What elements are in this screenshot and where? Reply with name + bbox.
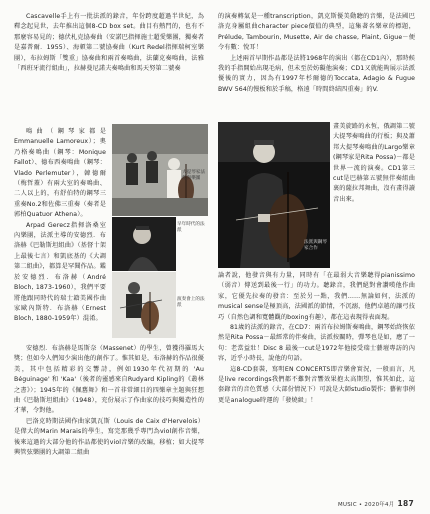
young-cellist-photo [112, 217, 176, 271]
page-footer [338, 499, 414, 508]
left-top-text [14, 12, 204, 74]
paragraph: Cascavelle手上有一批法派的錄音，年份跨度超過半世紀，為釋念起見世，去年推出這個8-CD box set。曲目有熱門的，也有不那麼容易見的；德伏札克協奏曲（安諾巴指揮施士超愛樂團，獨奏者是嘉普爾．1955）、海頓第二號協奏曲（Kurt Redel指揮瑞柯室樂團），布拉姆斯「雙重」協奏曲和兩首奏鳴曲，法蘭克奏鳴曲，法雅「西班牙流行組曲」，拉赫曼尼諾夫奏鳴曲和馬天努第二號奏 [14, 13, 204, 73]
paragraph: 論者說，他發音與有力量，同時有「在最弱大音樂聽得pianissimo（弱音）傳送到最後一行」的功力。聽錄音，我們絕對會讚嘆他作曲家，它優先拉奏的發音：至於另一點，我們……無論如何，法派的musical sense是極頂高，法國派的節情，不沉溺，他們卓越的讓弓技巧（自然色調和寬體觀的boxing有趣），都在這表現得表面現。 [218, 272, 415, 321]
right-bottom-text [218, 271, 415, 406]
footer-label: MUSIC • 2020年4月 [338, 502, 395, 508]
paragraph: 鳴曲（鋼琴家都是Emmanuelle Lamoreux）；奧乃格奏鳴曲（鋼琴：Monique Fallot）、德布西奏鳴曲（鋼琴：Vlado Perlemuter），韓德爾（梅哲蓋）有兩大室的奏鳴曲、二人以上的，有舒伯特的鋼琴三重奏No.2和佐佛三重奏（奏者是郭柏Quatuor Athena）。 [14, 128, 106, 219]
paragraph: 81歲的法派的錄音，在CD7：兩首布拉姆斯奏鳴曲，鋼琴始終恢依然是Rita Possa－最經常的伴奏曲，法派按關時，彈琴也是如，應了一句：老當益壯！Disc 8 最後一cut是1972年他接受瑞士藝壇專訪的內容，近乎小時長，說他的句語。 [218, 324, 415, 363]
concert-cellist-illustration [112, 272, 176, 338]
right-top-text [218, 12, 415, 95]
photo-caption: 法派與鋼琴家合作 [304, 240, 327, 251]
concert-cellist-photo [112, 272, 176, 338]
left-bottom-text [14, 344, 204, 458]
paragraph: 畫美旋路的永恆，俄調第二號大提琴奏鳴曲的行板；與及蕭邦大提琴奏鳴曲的Largo樂章(鋼琴家是Rita Possa)－都是世界一流的演奏。CD1第三cut是巴赫第五號無伴奏組曲裏的薩拉邦舞曲，沒有畫得讀音出來。 [333, 123, 415, 203]
paragraph: 安德烈．布洛赫是馬斯奈（Massenet）的學生，曾獲得羅馬大獎；但如今人們知少演出他的創作了。惟其如是，布洛赫的作品很優美，其中包括精彩的交響詩，例如1930年代初期的 'Au Béguinage' 和 'Kaa'（後者的靈感來自Rudyard Kipling的《叢林之書》）；1945年的《佩舊舞》和一首非常細目的四樂章主題與狂想曲《巴勒斯坦組曲》（1948），充份展示了作曲家的技巧與獨造性的才華，令對他。 [14, 345, 204, 415]
left-side-text [14, 127, 106, 325]
paragraph: 巴洛克時期法國作曲家凱瓦斯（Louis de Caix d'Hervelois）是偉大的Marin Marais的學生，寫完那幾乎專門為viol創作音樂，後來這過的大部分他的作品都使的viol音樂的改編，移植；如大提琴興管弦樂團的大調第二組曲 [14, 417, 204, 457]
paragraph: 的演奏轉氣是一種transcription，凱克斯優美動聽的音樂，是法國巴洛克身屬組曲character piece價值的典型，這集著名樂章的標題，Prélude, Tambourin, Musette, Air de chasse, Plaint, Gigue－便令有數：悅耳！ [218, 13, 415, 52]
paragraph: 這8-CD套裝，寫明EN CONCERTS即音樂會實況，一般而言，凡是live recordings我們都不難對音響效果抱太高期望，惟其如此，這套錄音的音色質感（大部份情況下）可說是大師studio製作；藝術事例更是analogue時運的「發燒級」！ [218, 365, 415, 404]
photo-caption: 大提琴家法派與樂團 [182, 170, 205, 181]
right-side-text [333, 122, 415, 205]
young-cellist-illustration [112, 217, 176, 271]
photo-caption: 演奏會上的法派 [177, 297, 205, 308]
photo-caption: 早年時代的法派 [177, 222, 205, 233]
page-number: 187 [397, 499, 414, 508]
paragraph: Arpad Gerecz指揮洛桑室內樂團，法派主導的安德烈．布洛赫《巴勒斯坦組曲》（基督十架上最後七言）和凱底基的《大調第二組曲》，都算是罕聞作品。鑑於安德烈．布洛赫（André Bloch, 1873-1960），我們平要將他跟同時代的瑞士籍美國作曲家歐內斯特．布洛赫（Ernest Bloch, 1880-1959年）混淆。 [14, 221, 106, 323]
paragraph: 上述兩首早期作品都是法將1968年的演出（都在CD1內），那時候我的手指開始出現毛病，但未至於妨礙他演奏；CD1又就能夠展示法派優後的實力，因為有1997年杉爾德的Toccata, Adagio & Fugue BWV 564的慢板和於手稿，格遠「時間終結四重奏」的V. [218, 54, 415, 93]
